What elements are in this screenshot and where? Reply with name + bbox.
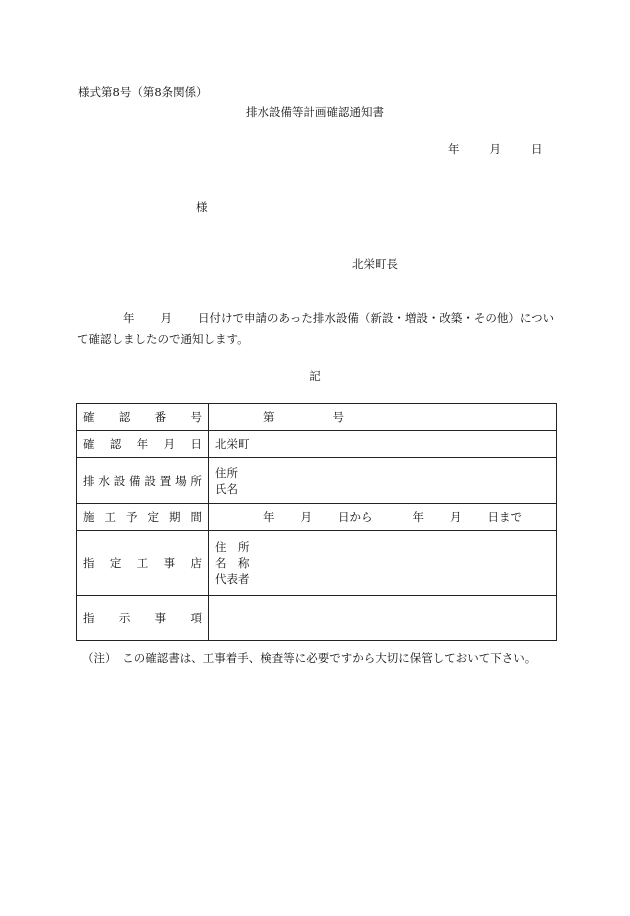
row-label-location: 排 水 設 備 設 置 場 所 bbox=[77, 458, 209, 504]
date-month: 月 bbox=[489, 142, 501, 156]
confirmation-date-field[interactable] bbox=[209, 431, 557, 458]
ki-heading: 記 bbox=[309, 369, 321, 383]
confirmation-date-value: 北栄町 bbox=[215, 437, 250, 451]
to-day: 日まで bbox=[487, 510, 522, 524]
table-row bbox=[77, 404, 557, 431]
from-month: 月 bbox=[300, 510, 312, 524]
table-row bbox=[77, 431, 557, 458]
from-year: 年 bbox=[263, 510, 275, 524]
contractor-address-label: 住 所 bbox=[215, 540, 250, 554]
table-row bbox=[77, 531, 557, 596]
location-field[interactable] bbox=[209, 458, 557, 504]
table-row bbox=[77, 504, 557, 531]
body-text bbox=[77, 308, 557, 350]
contractor-representative-label: 代表者 bbox=[215, 572, 250, 586]
issue-date-line bbox=[448, 141, 543, 157]
location-address-label: 住所 bbox=[215, 465, 238, 480]
period-field[interactable] bbox=[209, 504, 557, 531]
row-label-period: 施 工 予 定 期 間 bbox=[77, 504, 209, 531]
location-name-label: 氏名 bbox=[215, 481, 238, 496]
form-number: 様式第8号（第8条関係） bbox=[78, 85, 208, 99]
confirmation-table bbox=[76, 403, 557, 641]
contractor-field[interactable] bbox=[209, 531, 557, 596]
to-month: 月 bbox=[450, 510, 462, 524]
row-label-confirmation-number bbox=[77, 404, 209, 431]
confirmation-number-field[interactable] bbox=[209, 404, 557, 431]
footnote: （注） この確認書は、工事着手、検査等に必要ですから大切に保管しておいて下さい。 bbox=[82, 651, 537, 665]
document-title: 排水設備等計画確認通知書 bbox=[246, 105, 384, 119]
contractor-name-label: 名 称 bbox=[215, 556, 250, 570]
label-chars: 確 認 番 号 bbox=[83, 410, 202, 424]
to-year: 年 bbox=[412, 510, 424, 524]
table-row bbox=[77, 458, 557, 504]
number-suffix: 号 bbox=[332, 410, 344, 424]
from-day: 日から bbox=[338, 510, 373, 524]
number-prefix: 第 bbox=[263, 410, 275, 424]
row-label-contractor: 指 定 工 事 店 bbox=[77, 531, 209, 596]
body-month: 月 bbox=[160, 311, 172, 325]
date-day: 日 bbox=[531, 142, 543, 156]
issuer: 北栄町長 bbox=[352, 257, 398, 271]
row-label-instructions: 指 示 事 項 bbox=[77, 596, 209, 641]
body-year: 年 bbox=[123, 311, 135, 325]
body-main-text: 日付けで申請のあった排水設備（新設・増設・改築・その他）について確認しましたので通知します。 bbox=[77, 311, 555, 346]
row-label-confirmation-date: 確 認 年 月 日 bbox=[77, 431, 209, 458]
instructions-field[interactable] bbox=[209, 596, 557, 641]
table-row bbox=[77, 596, 557, 641]
addressee-suffix: 様 bbox=[196, 200, 208, 214]
date-year: 年 bbox=[448, 142, 460, 156]
